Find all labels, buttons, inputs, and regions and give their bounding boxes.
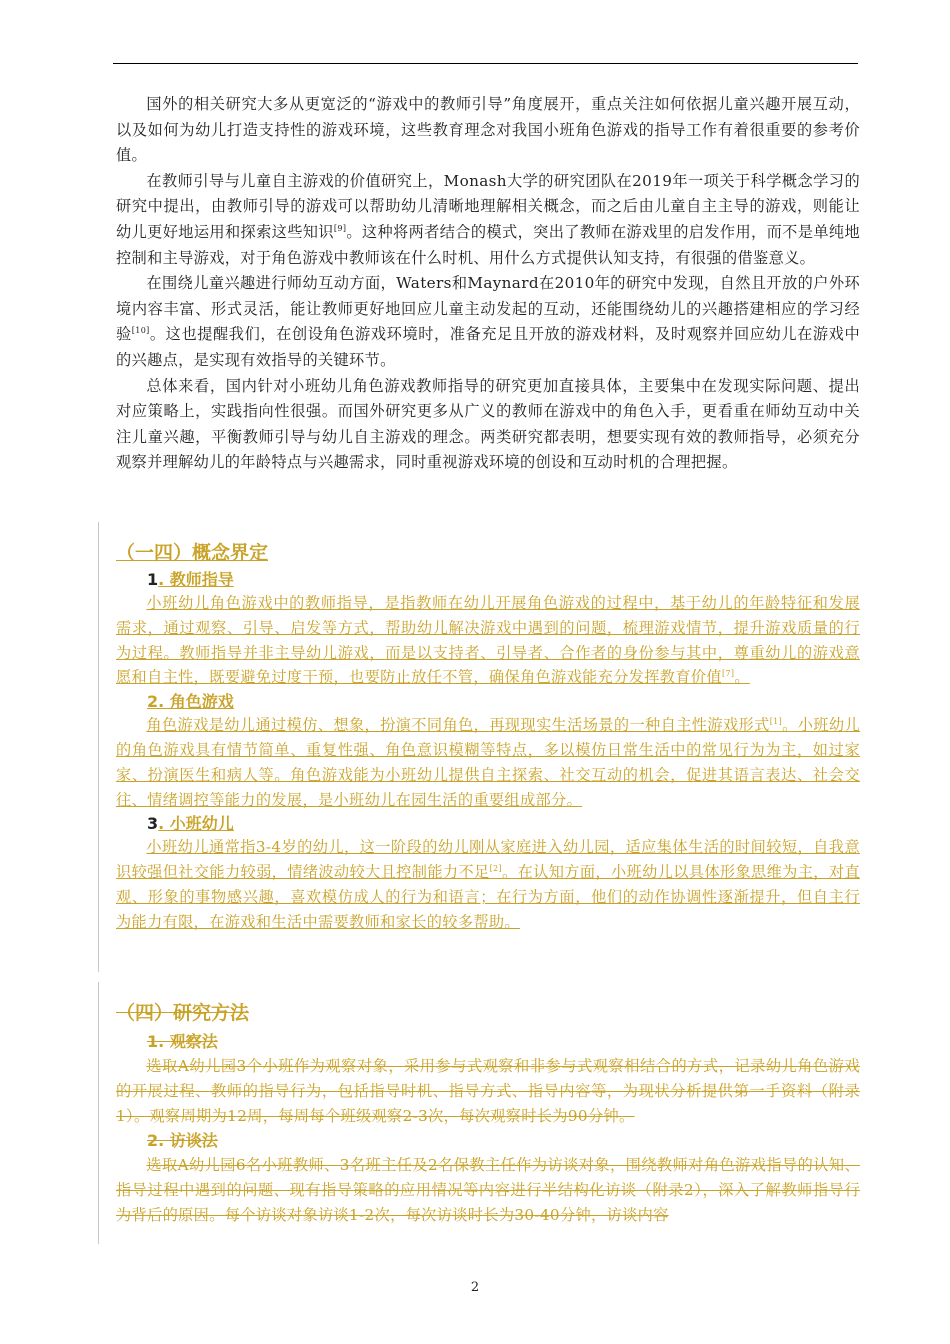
citation-ref: [9] <box>333 223 347 233</box>
section-heading: （四）研究方法 <box>116 1002 250 1024</box>
paragraph-text: 总体来看，国内针对小班幼儿角色游戏教师指导的研究更加直接具体，主要集中在发现实际问题、提出对应策略上，实践指向性很强。而国外研究更多从广义的教师在游戏中的角色入手，更看重在师幼互动中关注儿童兴趣，平衡教师引导与幼儿自主游戏的理念。两类研究都表明，想要实现有效的教师指导，必须充分观察并理解幼儿的年龄特点与兴趣需求，同时重视游戏环境的创设和互动时机的合理把握。 <box>116 376 860 472</box>
paragraph-text: 小班幼儿角色游戏中的教师指导，是指教师在幼儿开展角色游戏的过程中，基于幼儿的年龄特征和发展需求，通过观察、引导、启发等方式，帮助幼儿解决游戏中遇到的问题，梳理游戏情节，提升游戏质量的行为过程。教师指导并非主导幼儿游戏，而是以支持者、引导者、合作者的身份参与其中，尊重幼儿的游戏意愿和自主性，既要避免过度干预，也要防止放任不管，确保角色游戏能充分发挥教育价值 <box>116 594 860 687</box>
change-bar <box>98 522 99 972</box>
heading-label: . 教师指导 <box>158 570 234 589</box>
subsection-heading <box>116 812 860 835</box>
heading-number: 3 <box>147 814 159 834</box>
paragraph <box>116 374 860 476</box>
page-number: 2 <box>470 1280 480 1295</box>
paragraph <box>116 713 860 812</box>
heading-label: . 小班幼儿 <box>158 814 234 834</box>
header-rule <box>113 63 858 64</box>
paragraph <box>116 92 860 169</box>
subsection-heading <box>116 690 860 713</box>
body-text <box>116 92 860 476</box>
paragraph-text: 在教师引导与儿童自主游戏的价值研究上，Monash大学的研究团队在2019年一项关于科学概念学习的研究中提出，由教师引导的游戏可以帮助幼儿清晰地理解相关概念，而之后由儿童自主主导的游戏，则能让幼儿更好地运用和探索这些知识 <box>116 171 860 241</box>
paragraph <box>116 591 860 690</box>
paragraph-text: 。 <box>734 668 750 687</box>
subsection-heading: 1. 观察法 <box>147 1032 218 1051</box>
heading-number: 1 <box>147 570 159 589</box>
deleted-section <box>116 996 860 1228</box>
paragraph: 选取A幼儿园6名小班教师、3名班主任及2名保教主任作为访谈对象，围绕教师对角色游戏指导的认知、指导过程中遇到的问题、现有指导策略的应用情况等内容进行半结构化访谈（附录2），深入了解教师指导行为背后的原因。每个访谈对象访谈1-2次，每次访谈时长为30-40分钟，访谈内容 <box>116 1156 860 1224</box>
paragraph-text: 。在认知方面，小班幼儿以具体形象思维为主，对直观、形象的事物感兴趣，喜欢模仿成人的行为和语言；在行为方面，他们的动作协调性逐渐提升，但自主行为能力有限，在游戏和生活中需要教师和家长的较多帮助。 <box>116 863 860 931</box>
paragraph <box>116 271 860 373</box>
paragraph-text: 在围绕儿童兴趣进行师幼互动方面，Waters和Maynard在2010年的研究中发现，自然且开放的户外环境内容丰富、形式灵活，能让教师更好地回应儿童主动发起的互动，还能围绕幼儿的兴趣搭建相应的学习经验 <box>116 274 860 344</box>
paragraph <box>116 169 860 271</box>
paragraph-text: 。小班幼儿的角色游戏具有情节简单、重复性强、角色意识模糊等特点，多以模仿日常生活中的常见行为为主，如过家家、扮演医生和病人等。角色游戏能为小班幼儿提供自主探索、社交互动的机会，促进其语言表达、社会交往、情绪调控等能力的发展，是小班幼儿在园生活的重要组成部分。 <box>116 716 861 809</box>
paragraph-text: 小班幼儿通常指3-4岁的幼儿，这一阶段的幼儿刚从家庭进入幼儿园，适应集体生活的时间较短，自我意识较强但社交能力较弱，情绪波动较大且控制能力不足 <box>116 838 860 882</box>
paragraph-text: 国外的相关研究大多从更宽泛的“游戏中的教师引导”角度展开，重点关注如何依据儿童兴趣开展互动，以及如何为幼儿打造支持性的游戏环境，这些教育理念对我国小班角色游戏的指导工作有着很重要的参考价值。 <box>116 95 860 165</box>
subsection-heading <box>116 568 860 591</box>
citation-ref: [10] <box>131 326 150 336</box>
citation-ref: [7] <box>721 669 735 679</box>
inserted-section <box>116 538 860 935</box>
subsection-heading: 2. 访谈法 <box>147 1131 218 1150</box>
section-heading: （一四）概念界定 <box>116 542 269 564</box>
heading-label: 2. 角色游戏 <box>147 692 234 712</box>
paragraph <box>116 835 860 934</box>
paragraph-text: 角色游戏是幼儿通过模仿、想象，扮演不同角色，再现现实生活场景的一种自主性游戏形式 <box>146 716 770 735</box>
citation-ref: [2] <box>489 864 502 874</box>
paragraph-text: 。这也提醒我们，在创设角色游戏环境时，准备充足且开放的游戏材料，及时观察并回应幼儿在游戏中的兴趣点，是实现有效指导的关键环节。 <box>116 325 861 369</box>
citation-ref: [1] <box>769 717 783 727</box>
paragraph: 选取A幼儿园3个小班作为观察对象，采用参与式观察和非参与式观察相结合的方式，记录幼儿角色游戏的开展过程、教师的指导行为，包括指导时机、指导方式、指导内容等，为现状分析提供第一手资料（附录1）。观察周期为12周，每周每个班级观察2-3次，每次观察时长为90分钟。 <box>116 1057 860 1125</box>
change-bar <box>98 982 99 1244</box>
paragraph-text: 。这种将两者结合的模式，突出了教师在游戏里的启发作用，而不是单纯地控制和主导游戏，对于角色游戏中教师该在什么时机、用什么方式提供认知支持，有很强的借鉴意义。 <box>116 222 860 267</box>
